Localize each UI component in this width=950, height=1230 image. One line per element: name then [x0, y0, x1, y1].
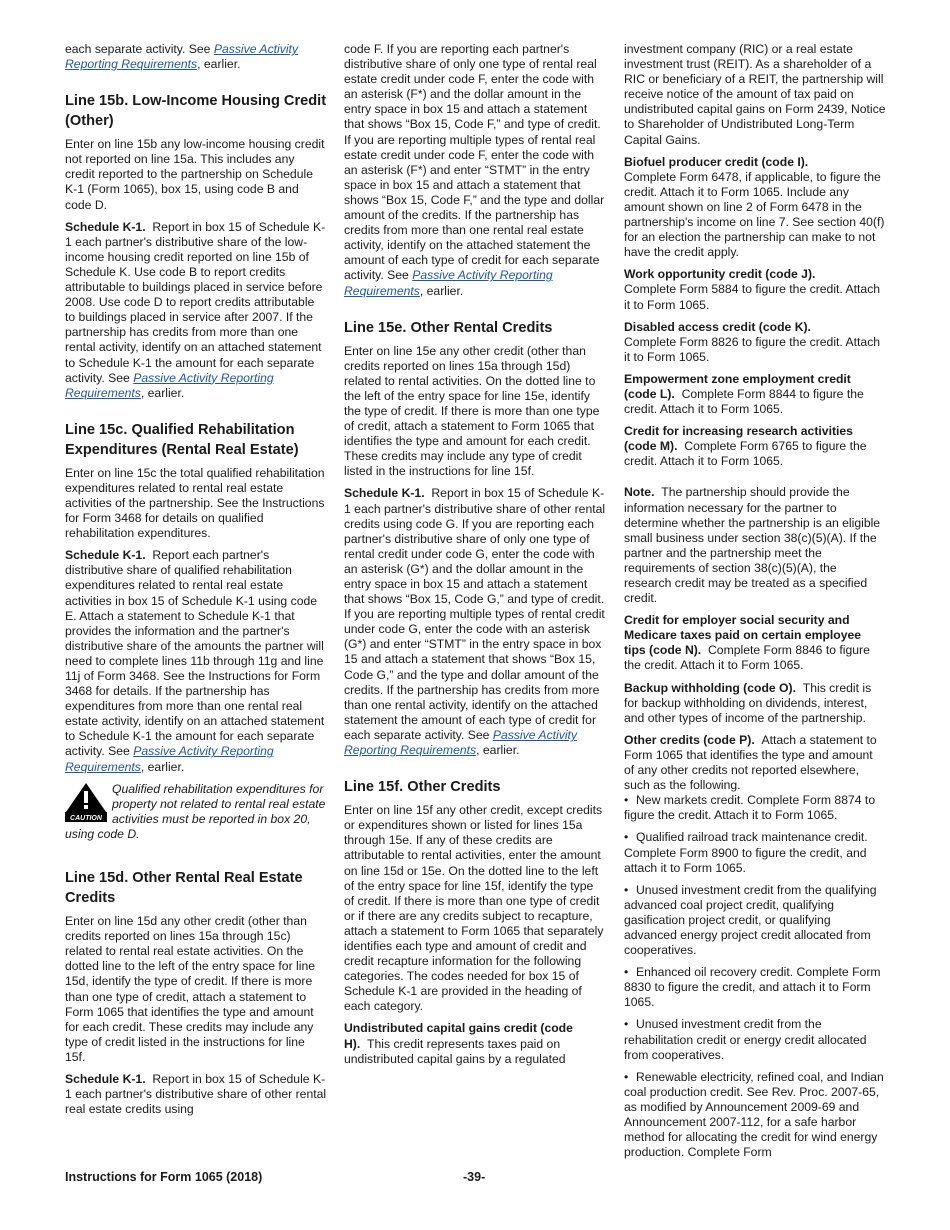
page-number: -39-	[463, 1170, 486, 1184]
list-item: • Unused investment credit from the rehabilitation credit or energy credit allocated from cooperatives.	[624, 1017, 867, 1062]
paragraph: Work opportunity credit (code J). Complete Form 5884 to figure the credit. Attach it to Form 1065.	[624, 267, 881, 312]
run-in-heading: Biofuel producer credit (code I).	[624, 154, 809, 169]
column-2	[344, 42, 606, 1074]
heading-line-15f: Line 15f. Other Credits	[344, 779, 501, 796]
footer-form-title: Instructions for Form 1065 (2018)	[65, 1170, 263, 1184]
run-in-heading: Credit for increasing research activities (code M).	[624, 424, 853, 454]
caution-text: Qualified rehabilitation expenditures for property not related to rental real estate activities must be reported in box 20, using code D.	[65, 781, 326, 841]
heading-line-15c: Line 15c. Qualified Rehabilitation Expenditures (Rental Real Estate)	[65, 421, 299, 458]
run-in-heading: Work opportunity credit (code J).	[624, 267, 816, 282]
run-in-heading: Undistributed capital gains credit (code H).	[344, 1021, 573, 1051]
paragraph: Schedule K-1. Report each partner's distributive share of qualified rehabilitation expenditures related to rental real estate activities in box 15 of Schedule K-1 using code E. Attach a statement to Schedule K-1 that provides the information and the partner's distributive share of the amounts the partner will need to complete lines 11b through 11g and line 11j of Form 3468. See the Instructions for Form 3468 for details. If the partnership has expenditures from more than one rental real estate activity, identify on an attached statement to Schedule K-1 the amount for each separate activity. See Passive Activity Reporting Requirements, earlier.	[65, 548, 325, 774]
paragraph: Enter on line 15b any low-income housing credit not reported on line 15a. This includes any credit reported to the partnership on Schedule K-1 (Form 1065), box 15, using code B and code D.	[65, 137, 325, 212]
caution-icon	[65, 782, 107, 822]
paragraph: Enter on line 15f any other credit, except credits or expenditures shown or listed for lines 15a through 15e. If any of these credits are attributable to rental activities, enter the amount on line 15d or 15e. On the dotted line to the left of the entry space for line 15f, identify the type of credit. If there is more than one type of credit or if there are any credits subject to recapture, attach a statement to Form 1065 that separately identifies each type and amount of credit and credit recapture information for the following categories. The codes needed for box 15 of Schedule K-1 are provided in the heading of each category.	[344, 803, 604, 1014]
run-in-heading: Credit for employer social security and Medicare taxes paid on certain employee tips (code N).	[624, 613, 862, 658]
bullet-list	[624, 793, 886, 1160]
caution-label: CAUTION	[70, 814, 102, 822]
run-in-heading: Note.	[624, 485, 655, 500]
paragraph: code F. If you are reporting each partner's distributive share of only one type of rental real estate credit under code F, enter the code with an asterisk (F*) and the dollar amount in the entry space in box 15 and attach a statement that shows “Box 15, Code F,” and type of credit. If you are reporting multiple types of rental real estate credit under code F, enter the code with an asterisk (F*) and enter “STMT” in the entry space in box 15 and attach a statement that shows “Box 15, Code F,” and the type and dollar amount of the credits. If the partnership has credits from more than one rental real estate activity, identify on the attached statement the amount of each type of credit for each separate activity. See Passive Activity Reporting Requirements, earlier.	[344, 42, 605, 298]
paragraph: Credit for increasing research activities (code M). Complete Form 6765 to figure the credit. Attach it to Form 1065.	[624, 424, 867, 469]
passive-activity-link[interactable]: Passive Activity Reporting Requirements	[65, 42, 299, 72]
run-in-heading: Backup withholding (code O).	[624, 680, 796, 695]
paragraph: Disabled access credit (code K). Complete Form 8826 to figure the credit. Attach it to Form 1065.	[624, 319, 881, 364]
run-in-heading: Empowerment zone employment credit (code L).	[624, 371, 851, 401]
paragraph: Schedule K-1. Report in box 15 of Schedule K-1 each partner's distributive share of other rental real estate credits using	[65, 1071, 327, 1117]
list-item: • New markets credit. Complete Form 8874 to figure the credit. Attach it to Form 1065.	[624, 793, 876, 823]
run-in-heading: Other credits (code P).	[624, 732, 755, 747]
paragraph: Schedule K-1. Report in box 15 of Schedule K-1 each partner's distributive share of the low-income housing credit reported on line 15b of Schedule K. Use code B to report credits attributable to buildings placed in service before 2008. Use code D to report credits attributable to buildings placed in service after 2007. If the partnership has credits from more than one rental activity, identify on an attached statement to Schedule K-1 the amount for each separate activity. See Passive Activity Reporting Requirements, earlier.	[65, 219, 326, 400]
paragraph: Other credits (code P). Attach a statement to Form 1065 that identifies the type and amount of any other credits not reported elsewhere, such as the following.	[624, 732, 877, 793]
paragraph: each separate activity. See Passive Activity Reporting Requirements, earlier.	[65, 42, 299, 72]
heading-line-15d: Line 15d. Other Rental Real Estate Credits	[65, 870, 303, 907]
paragraph: investment company (RIC) or a real estate investment trust (REIT). As a shareholder of a RIC or beneficiary of a REIT, the partnership will receive notice of the amount of tax paid on undistributed capital gains on Form 2439, Notice to Shareholder of Undistributed Long-Term Capital Gains.	[624, 42, 886, 147]
caution-note	[65, 782, 327, 842]
run-in-heading: Disabled access credit (code K).	[624, 319, 811, 334]
list-item: • Renewable electricity, refined coal, and Indian coal production credit. See Rev. Proc. 2007-65, as modified by Announcement 2009-69 and Announcement 2007-112, for a safe harbor method for allocating the credit for wind energy production. Complete Form	[624, 1069, 884, 1160]
note-paragraph: Note. The partnership should provide the information necessary for the partner to determine whether the partnership is an eligible small business under section 38(c)(5)(A). If the partner and the partnership meet the requirements of section 38(c)(5)(A), the research credit may be treated as a specified credit.	[624, 485, 881, 606]
column-3	[624, 42, 886, 1167]
heading-line-15e: Line 15e. Other Rental Credits	[344, 319, 553, 336]
paragraph: Undistributed capital gains credit (code H). This credit represents taxes paid on undistributed capital gains by a regulated	[344, 1021, 573, 1066]
list-item: • Enhanced oil recovery credit. Complete Form 8830 to figure the credit, and attach it to Form 1065.	[624, 965, 881, 1010]
paragraph: Enter on line 15c the total qualified rehabilitation expenditures related to rental real estate activities of the partnership. See the Instructions for Form 3468 for details on qualified rehabilitation expenditures.	[65, 465, 325, 541]
paragraph: Biofuel producer credit (code I). Complete Form 6478, if applicable, to figure the credit. Attach it to Form 1065. Include any amount shown on line 2 of Form 6478 in the partnership's income on line 7. See section 40(f) for an election the partnership can make to not have the credit apply.	[624, 154, 885, 260]
paragraph: Schedule K-1. Report in box 15 of Schedule K-1 each partner's distributive share of other rental credits using code G. If you are reporting each partner's distributive share of only one type of rental credit under code G, enter the code with an asterisk (G*) and the dollar amount in the entry space in box 15 and attach a statement that shows “Box 15, Code G,” and type of credit. If you are reporting multiple types of rental credit under code G, enter the code with an asterisk (G*) and enter “STMT” in the entry space in box 15 and attach a statement that shows “Box 15, Code G,” and the type and dollar amount of the credits. If the partnership has credits from more than one rental activity, identify on the attached statement the amount of each type of credit for each separate activity. See Passive Activity Reporting Requirements, earlier.	[344, 486, 606, 758]
passive-activity-link[interactable]: Passive Activity Reporting Requirements	[344, 268, 553, 298]
paragraph: Backup withholding (code O). This credit is for backup withholding on dividends, interest, and other types of income of the partnership.	[624, 680, 872, 725]
passive-activity-link[interactable]: Passive Activity Reporting Requirements	[65, 744, 274, 774]
paragraph: Enter on line 15e any other credit (other than credits reported on lines 15a through 15d) related to rental activities. On the dotted line to the left of the entry space for line 15e, identify the type of credit. If there is more than one type of credit, attach a statement to Form 1065 that identifies the type and amount for each credit. These credits may include any type of credit listed in the instructions for line 15f.	[344, 343, 600, 479]
paragraph: Empowerment zone employment credit (code L). Complete Form 8844 to figure the credit. Attach it to Form 1065.	[624, 371, 864, 417]
paragraph: Credit for employer social security and Medicare taxes paid on certain employee tips (code N). Complete Form 8846 to figure the credit. Attach it to Form 1065.	[624, 613, 870, 673]
run-in-heading: Schedule K-1.	[65, 548, 146, 563]
list-item: • Unused investment credit from the qualifying advanced coal project credit, qualifying gasification project credit, or qualifying advanced energy project credit allocated from cooperatives.	[624, 882, 877, 958]
run-in-heading: Schedule K-1.	[65, 1071, 146, 1086]
run-in-heading: Schedule K-1.	[65, 219, 146, 234]
heading-line-15b: Line 15b. Low-Income Housing Credit (Other)	[65, 93, 327, 130]
run-in-heading: Schedule K-1.	[344, 486, 425, 501]
column-1	[65, 42, 327, 1124]
paragraph: Enter on line 15d any other credit (other than credits reported on lines 15a through 15c) related to rental real estate activities. On the dotted line to the left of the entry space for line 15d, identify the type of credit. If there is more than one type of credit, attach a statement to Form 1065 that identifies the type and amount for each credit. These credits may include any type of credit listed in the instructions for line 15f.	[65, 914, 315, 1064]
list-item: • Qualified railroad track maintenance credit. Complete Form 8900 to figure the credit, and attach it to Form 1065.	[624, 830, 868, 875]
passive-activity-link[interactable]: Passive Activity Reporting Requirements	[65, 370, 274, 400]
passive-activity-link[interactable]: Passive Activity Reporting Requirements	[344, 727, 578, 758]
